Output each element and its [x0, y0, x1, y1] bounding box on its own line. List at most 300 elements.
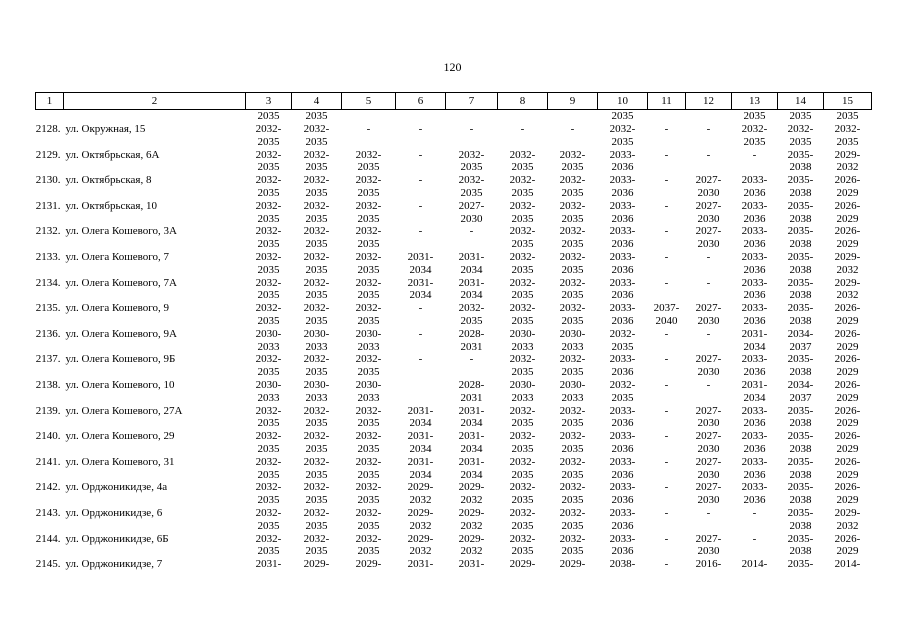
period-end: 2038	[789, 366, 812, 379]
period-start: 2035-	[787, 506, 814, 519]
column-header-13: 13	[732, 93, 778, 110]
period-start: 2033-	[609, 225, 636, 238]
period-cell	[498, 405, 548, 431]
period-cell	[396, 405, 446, 431]
period-end: 2033	[357, 391, 380, 404]
period-end: 2030	[697, 545, 720, 558]
period-end: 2036	[611, 545, 634, 558]
period-cell	[824, 225, 872, 251]
period-start: -	[664, 430, 669, 443]
period-end: 2035	[257, 545, 280, 558]
period-start: -	[469, 123, 474, 135]
period-cell	[686, 200, 732, 226]
period-cell	[292, 328, 342, 354]
period-end: 2035	[561, 289, 584, 302]
period-start: 2032-	[303, 199, 330, 212]
period-start: 2033-	[609, 353, 636, 366]
period-start: 2030-	[255, 327, 282, 340]
period-cell	[648, 405, 686, 431]
period-end: 2035	[305, 417, 328, 430]
period-end: 2035	[561, 212, 584, 225]
period-start: 2033-	[609, 532, 636, 545]
period-end: 2035	[511, 212, 534, 225]
period-end: 2034	[460, 442, 483, 455]
period-end: 2035	[305, 212, 328, 225]
period-cell	[342, 481, 396, 507]
period-cell	[598, 456, 648, 482]
period-cell	[686, 558, 732, 584]
period-start: 2032-	[303, 302, 330, 315]
period-cell	[292, 430, 342, 456]
period-cell	[498, 379, 548, 405]
period-start: -	[418, 123, 423, 135]
period-start: 2026-	[834, 430, 861, 443]
table-row	[36, 481, 872, 507]
carryover-cell	[342, 110, 396, 124]
period-cell	[732, 379, 778, 405]
table-row	[36, 174, 872, 200]
period-cell	[548, 123, 598, 149]
period-start: -	[706, 276, 711, 289]
period-cell	[598, 225, 648, 251]
period-end: 2035	[511, 289, 534, 302]
period-cell	[246, 302, 292, 328]
period-cell	[246, 405, 292, 431]
table-body	[36, 110, 872, 584]
period-end: 2035	[257, 161, 280, 174]
period-end: 2030	[697, 442, 720, 455]
period-cell	[598, 507, 648, 533]
address-cell: ул. Олега Кошевого, 9А	[65, 327, 177, 340]
period-cell	[648, 507, 686, 533]
period-cell	[446, 507, 498, 533]
period-end: 2036	[743, 212, 766, 225]
period-cell	[648, 174, 686, 200]
period-start: 2032-	[303, 532, 330, 545]
table-row	[36, 277, 872, 303]
period-start: 2032-	[559, 302, 586, 315]
period-end: 2035	[257, 212, 280, 225]
period-cell	[778, 200, 824, 226]
period-end: 2035	[561, 161, 584, 174]
period-cell	[396, 456, 446, 482]
period-start: 2032-	[255, 302, 282, 315]
period-cell	[598, 379, 648, 405]
period-start: -	[664, 404, 669, 417]
period-start: 2033-	[609, 199, 636, 212]
period-start: 2032-	[559, 148, 586, 161]
row-number: 2137.	[35, 353, 61, 366]
period-start: 2030-	[303, 378, 330, 391]
period-end: 2033	[357, 340, 380, 353]
carryover-cell	[64, 110, 246, 124]
period-cell	[686, 251, 732, 277]
period-end: 2035	[561, 366, 584, 379]
period-cell	[342, 302, 396, 328]
period-end: 2036	[611, 212, 634, 225]
period-start: 2031-	[407, 558, 434, 571]
period-cell	[824, 302, 872, 328]
period-cell	[246, 481, 292, 507]
period-start: 2029-	[509, 558, 536, 571]
period-start: 2026-	[834, 302, 861, 315]
row-number: 2138.	[35, 378, 61, 391]
row-number: 2145.	[35, 558, 61, 571]
period-start: -	[664, 148, 669, 161]
period-end: 2035	[511, 417, 534, 430]
period-end: 2036	[611, 519, 634, 532]
period-start: 2032-	[355, 276, 382, 289]
address-cell: ул. Октябрьская, 6А	[65, 148, 160, 161]
period-start: 2032-	[303, 174, 330, 187]
row-number: 2131.	[35, 199, 61, 212]
period-start: 2035-	[787, 430, 814, 443]
period-start: 2032-	[303, 481, 330, 494]
period-start: 2027-	[695, 174, 722, 187]
period-start: 2026-	[834, 353, 861, 366]
period-cell	[548, 225, 598, 251]
table-row	[36, 200, 872, 226]
period-end: 2030	[697, 366, 720, 379]
period-start: 2029-	[407, 506, 434, 519]
period-start: 2029-	[458, 532, 485, 545]
period-cell	[396, 353, 446, 379]
period-end: 2035	[357, 186, 380, 199]
period-start: 2026-	[834, 481, 861, 494]
period-start: 2026-	[834, 327, 861, 340]
carryover-cell	[396, 110, 446, 124]
period-cell	[778, 302, 824, 328]
column-header-4: 4	[292, 93, 342, 110]
period-start: -	[469, 225, 474, 238]
period-cell	[548, 302, 598, 328]
period-cell	[342, 277, 396, 303]
period-cell	[342, 149, 396, 175]
period-end: 2035	[561, 314, 584, 327]
period-start: 2029-	[407, 532, 434, 545]
period-start: 2032-	[255, 199, 282, 212]
period-cell	[396, 277, 446, 303]
period-end: 2035	[357, 161, 380, 174]
period-cell	[246, 558, 292, 584]
period-cell	[648, 379, 686, 405]
period-cell	[246, 328, 292, 354]
period-cell	[292, 379, 342, 405]
period-start: -	[752, 148, 757, 161]
period-cell	[498, 200, 548, 226]
period-start: 2027-	[458, 199, 485, 212]
period-cell	[446, 379, 498, 405]
period-start: -	[664, 532, 669, 545]
period-start: 2032-	[509, 404, 536, 417]
table-row	[36, 379, 872, 405]
period-start: -	[664, 199, 669, 212]
period-end: 2035	[611, 391, 634, 404]
period-cell	[648, 277, 686, 303]
period-cell	[246, 533, 292, 559]
period-cell	[498, 328, 548, 354]
period-end: 2035	[357, 238, 380, 251]
table-row	[36, 533, 872, 559]
period-cell	[732, 481, 778, 507]
table-row	[36, 149, 872, 175]
period-cell	[396, 174, 446, 200]
period-cell	[824, 174, 872, 200]
period-start: -	[706, 378, 711, 391]
period-cell	[732, 405, 778, 431]
address-cell: ул. Орджоникидзе, 6Б	[65, 532, 169, 545]
address-cell: ул. Олега Кошевого, 27А	[65, 404, 183, 417]
period-cell	[824, 277, 872, 303]
period-cell	[598, 481, 648, 507]
period-cell	[342, 123, 396, 149]
period-cell	[598, 277, 648, 303]
period-start: -	[664, 250, 669, 263]
table-row	[36, 507, 872, 533]
period-end: 2038	[789, 238, 812, 251]
period-end: 2035	[305, 494, 328, 507]
address-cell: ул. Октябрьская, 8	[65, 174, 152, 187]
period-start: -	[570, 123, 575, 135]
period-cell	[648, 225, 686, 251]
row-number: 2128.	[35, 123, 61, 135]
period-end: 2036	[611, 417, 634, 430]
period-start: 2037-	[653, 302, 680, 315]
period-cell	[548, 558, 598, 584]
period-start: 2014-	[834, 558, 861, 571]
period-end: 2029	[836, 238, 859, 251]
period-end: 2029	[836, 442, 859, 455]
period-cell	[648, 302, 686, 328]
period-cell	[548, 507, 598, 533]
period-start: 2032-	[509, 455, 536, 468]
period-cell	[686, 507, 732, 533]
period-start: 2032-	[559, 430, 586, 443]
period-cell	[292, 558, 342, 584]
period-start: 2033-	[741, 174, 768, 187]
period-start: 2026-	[834, 404, 861, 417]
period-start: 2028-	[458, 378, 485, 391]
period-end: 2036	[743, 314, 766, 327]
period-start: 2032-	[255, 225, 282, 238]
period-cell	[342, 456, 396, 482]
period-cell	[648, 430, 686, 456]
period-end: 2034	[743, 391, 766, 404]
column-header-11: 11	[648, 93, 686, 110]
period-cell	[396, 379, 446, 405]
period-end: 2035	[460, 186, 483, 199]
period-start: 2030-	[303, 327, 330, 340]
period-cell	[396, 123, 446, 149]
period-start: 2033-	[609, 174, 636, 187]
carryover-cell: 2035	[743, 110, 766, 122]
period-cell	[246, 174, 292, 200]
period-end: 2030	[697, 468, 720, 481]
period-start: 2032-	[303, 430, 330, 443]
period-cell	[648, 200, 686, 226]
period-start: 2035-	[787, 174, 814, 187]
period-cell	[342, 328, 396, 354]
period-start: 2027-	[695, 199, 722, 212]
period-start: 2032-	[255, 250, 282, 263]
period-start: 2035-	[787, 455, 814, 468]
period-end: 2035	[305, 289, 328, 302]
period-start: 2032-	[303, 148, 330, 161]
period-start: 2030-	[559, 327, 586, 340]
period-cell	[598, 328, 648, 354]
period-cell	[498, 507, 548, 533]
period-end: 2035	[511, 545, 534, 558]
address-cell: ул. Орджоникидзе, 6	[65, 506, 163, 519]
period-end: 2035	[305, 468, 328, 481]
period-cell	[548, 456, 598, 482]
period-end: 2033	[305, 391, 328, 404]
period-start: 2032-	[559, 404, 586, 417]
period-cell	[396, 507, 446, 533]
period-cell	[778, 558, 824, 584]
period-start: -	[418, 353, 423, 366]
period-start: 2032-	[559, 174, 586, 187]
period-cell	[598, 353, 648, 379]
period-cell	[292, 174, 342, 200]
period-start: 2032-	[458, 174, 485, 187]
period-cell	[246, 507, 292, 533]
period-start: 2031-	[741, 327, 768, 340]
period-cell	[598, 149, 648, 175]
period-end: 2035	[357, 417, 380, 430]
period-cell	[292, 251, 342, 277]
table-row	[36, 558, 872, 584]
period-end: 2035	[305, 263, 328, 276]
period-start: 2033-	[609, 481, 636, 494]
period-end: 2030	[697, 238, 720, 251]
period-start: 2032-	[509, 353, 536, 366]
carryover-row	[36, 110, 872, 124]
period-start: 2032-	[355, 302, 382, 315]
row-number: 2142.	[35, 481, 61, 494]
column-header-15: 15	[824, 93, 872, 110]
carryover-cell: 2035	[611, 110, 634, 122]
carryover-cell: 2035	[836, 110, 859, 122]
period-cell	[446, 430, 498, 456]
period-start: 2032-	[303, 250, 330, 263]
period-end: 2035	[305, 314, 328, 327]
period-start: 2035-	[787, 225, 814, 238]
period-cell	[732, 456, 778, 482]
period-start: 2032-	[355, 353, 382, 366]
period-end: 2035	[257, 186, 280, 199]
period-cell	[446, 225, 498, 251]
period-start: 2032-	[509, 250, 536, 263]
period-cell	[778, 149, 824, 175]
period-start: 2032-	[509, 148, 536, 161]
period-start: 2035-	[787, 302, 814, 315]
period-start: 2032-	[509, 199, 536, 212]
period-cell	[342, 533, 396, 559]
period-cell	[292, 533, 342, 559]
table-row	[36, 456, 872, 482]
period-end: 2029	[836, 417, 859, 430]
row-number: 2133.	[35, 250, 61, 263]
period-cell	[648, 328, 686, 354]
period-end: 2032	[409, 545, 432, 558]
period-cell	[446, 405, 498, 431]
period-end: 2034	[409, 289, 432, 302]
period-end: 2036	[611, 263, 634, 276]
carryover-cell: 2035	[257, 110, 280, 122]
period-start: -	[418, 302, 423, 315]
period-end: 2035	[561, 442, 584, 455]
period-start: 2032-	[255, 123, 282, 135]
row-number: 2130.	[35, 174, 61, 187]
period-cell	[598, 430, 648, 456]
period-cell	[732, 533, 778, 559]
period-cell	[686, 353, 732, 379]
period-start: 2032-	[355, 455, 382, 468]
period-start: -	[366, 123, 371, 135]
period-start: 2033-	[741, 302, 768, 315]
period-cell	[824, 481, 872, 507]
period-start: 2035-	[787, 276, 814, 289]
page-number: 120	[443, 60, 462, 74]
period-cell	[396, 481, 446, 507]
period-end: 2035	[357, 442, 380, 455]
table-row	[36, 328, 872, 354]
period-start: -	[752, 532, 757, 545]
row-number: 2132.	[35, 225, 61, 238]
period-end: 2035	[257, 135, 280, 148]
period-cell	[446, 558, 498, 584]
period-start: -	[418, 327, 423, 340]
period-end: 2035	[357, 314, 380, 327]
period-end: 2035	[511, 238, 534, 251]
period-start: 2035-	[787, 532, 814, 545]
period-start: 2032-	[559, 199, 586, 212]
column-header-1: 1	[36, 93, 64, 110]
period-start: 2032-	[509, 302, 536, 315]
period-start: -	[418, 199, 423, 212]
period-end: 2038	[789, 263, 812, 276]
period-cell	[342, 405, 396, 431]
row-number: 2143.	[35, 506, 61, 519]
period-end: 2035	[257, 442, 280, 455]
period-start: -	[664, 225, 669, 238]
period-start: 2027-	[695, 302, 722, 315]
period-cell	[778, 174, 824, 200]
period-cell	[246, 277, 292, 303]
carryover-cell	[686, 110, 732, 124]
period-end: 2035	[511, 186, 534, 199]
period-cell	[648, 353, 686, 379]
period-start: 2032-	[255, 276, 282, 289]
period-cell	[824, 558, 872, 584]
period-start: 2030-	[255, 378, 282, 391]
period-end: 2035	[257, 519, 280, 532]
period-start: -	[418, 225, 423, 238]
period-end: 2036	[611, 494, 634, 507]
column-header-7: 7	[446, 93, 498, 110]
period-end: 2032	[409, 519, 432, 532]
period-end: 2030	[697, 494, 720, 507]
period-start: 2032-	[355, 199, 382, 212]
period-cell	[548, 251, 598, 277]
address-cell: ул. Олега Кошевого, 31	[65, 455, 175, 468]
address-cell: ул. Октябрьская, 10	[65, 199, 157, 212]
row-number: 2139.	[35, 404, 61, 417]
period-cell	[446, 277, 498, 303]
period-cell	[732, 507, 778, 533]
period-cell	[732, 149, 778, 175]
